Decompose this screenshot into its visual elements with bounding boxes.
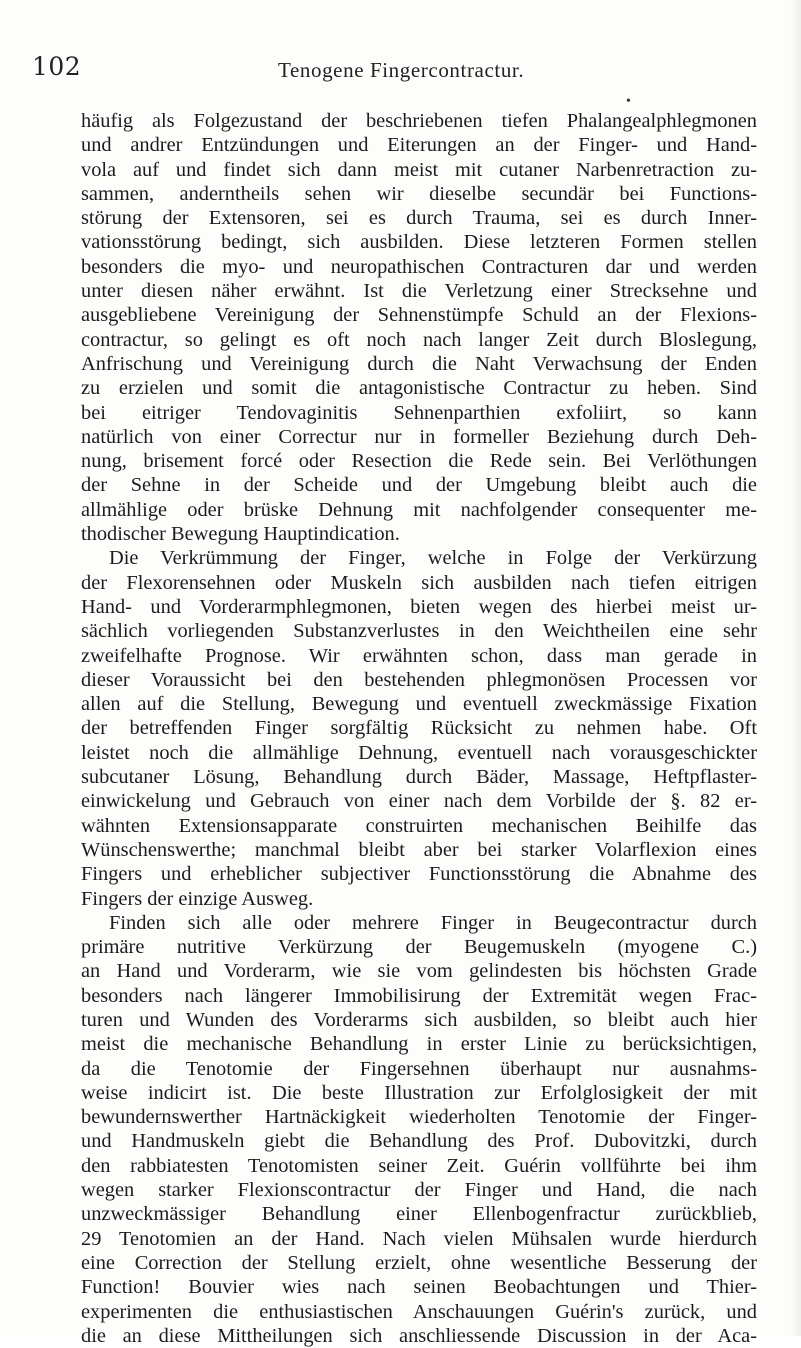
text-line: zu erzielen und somit die antagonistische Contractur zu heben. Sind — [81, 377, 757, 400]
text-line: wegen starker Flexionscontractur der Finger und Hand, die nach — [81, 1179, 757, 1202]
text-line: weise indicirt ist. Die beste Illustration zur Erfolglosigkeit der mit — [81, 1081, 757, 1104]
text-line: experimenten die enthusiastischen Anschauungen Guérin's zurück, und — [81, 1300, 757, 1323]
text-line: ausgebliebene Vereinigung der Sehnenstümpfe Schuld an der Flexions- — [81, 304, 757, 327]
text-line: häufig als Folgezustand der beschriebenen tiefen Phalangealphlegmonen — [81, 110, 757, 132]
text-line: allen auf die Stellung, Bewegung und eventuell zweckmässige Fixation — [81, 693, 757, 716]
text-line: besonders nach längerer Immobilisirung der Extremität wegen Frac- — [81, 984, 757, 1007]
text-line: Finden sich alle oder mehrere Finger in Beugecontractur durch — [109, 911, 757, 934]
running-title: Tenogene Fingercontractur. — [278, 58, 525, 82]
page-edge-shadow — [791, 0, 801, 1336]
text-line: leistet noch die allmählige Dehnung, eventuell nach vorausgeschickter — [81, 741, 757, 764]
text-line: primäre nutritive Verkürzung der Beugemuskeln (myogene C.) — [81, 936, 757, 959]
text-line: Fingers der einzige Ausweg. — [81, 887, 314, 910]
text-line: wähnten Extensionsapparate construirten mechanischen Beihilfe das — [81, 814, 757, 837]
page-number: 102 — [32, 52, 82, 81]
text-line: sammen, anderntheils sehen wir dieselbe secundär bei Functions- — [81, 182, 757, 205]
text-line: nung, brisement forcé oder Resection die Rede sein. Bei Verlöthungen — [81, 450, 757, 473]
text-line: Function! Bouvier wies nach seinen Beobachtungen und Thier- — [81, 1276, 757, 1299]
text-line: unzweckmässiger Behandlung einer Ellenbogenfractur zurückblieb, — [81, 1203, 757, 1226]
text-line: und Handmuskeln giebt die Behandlung des Prof. Dubovitzki, durch — [81, 1130, 757, 1153]
text-line: Wünschenswerthe; manchmal bleibt aber bei starker Volarflexion eines — [81, 838, 757, 861]
text-line: einwickelung und Gebrauch von einer nach dem Vorbilde der §. 82 er- — [81, 790, 757, 813]
text-line: die an diese Mittheilungen sich anschliessende Discussion in der Aca- — [81, 1324, 757, 1347]
text-line: der betreffenden Finger sorgfältig Rücksicht zu nehmen habe. Oft — [81, 717, 757, 740]
text-line: bei eitriger Tendovaginitis Sehnenparthien exfoliirt, so kann — [81, 401, 757, 424]
text-line: da die Tenotomie der Fingersehnen überhaupt nur ausnahms- — [81, 1057, 757, 1080]
text-line: an Hand und Vorderarm, wie sie vom gelindesten bis höchsten Grade — [81, 960, 757, 983]
text-line: turen und Wunden des Vorderarms sich ausbilden, so bleibt auch hier — [81, 1008, 757, 1031]
text-line: allmählige oder brüske Dehnung mit nachfolgender consequenter me- — [81, 498, 757, 521]
text-line: der Flexorensehnen oder Muskeln sich ausbilden nach tiefen eitrigen — [81, 571, 757, 594]
text-line: und andrer Entzündungen und Eiterungen an der Finger- und Hand- — [81, 134, 757, 157]
text-line: sächlich vorliegenden Substanzverlustes in den Weichtheilen eine sehr — [81, 620, 757, 643]
page-header — [32, 52, 732, 109]
text-line: bewundernswerther Hartnäckigkeit wiederholten Tenotomie der Finger- — [81, 1106, 757, 1129]
text-line: meist die mechanische Behandlung in erster Linie zu berücksichtigen, — [81, 1033, 757, 1056]
text-line: unter diesen näher erwähnt. Ist die Verletzung einer Strecksehne und — [81, 280, 757, 303]
text-line: natürlich von einer Correctur nur in formeller Beziehung durch Deh- — [81, 425, 757, 448]
text-line: contractur, so gelingt es oft noch nach langer Zeit durch Bloslegung, — [81, 328, 757, 351]
text-line: Fingers und erheblicher subjectiver Functionsstörung die Abnahme des — [81, 863, 757, 886]
text-line: vola auf und findet sich dann meist mit cutaner Narbenretraction zu- — [81, 158, 757, 181]
text-line: der Sehne in der Scheide und der Umgebung bleibt auch die — [81, 474, 757, 497]
text-line: 29 Tenotomien an der Hand. Nach vielen Mühsalen wurde hierdurch — [81, 1227, 757, 1250]
text-line: den rabbiatesten Tenotomisten seiner Zeit. Guérin vollführte bei ihm — [81, 1154, 757, 1177]
text-line: thodischer Bewegung Hauptindication. — [81, 523, 400, 546]
ink-speck: • — [626, 94, 631, 109]
body-text — [81, 109, 757, 1348]
text-line: störung der Extensoren, sei es durch Trauma, sei es durch Inner- — [81, 207, 757, 230]
text-line: vationsstörung bedingt, sich ausbilden. Diese letzteren Formen stellen — [81, 231, 757, 254]
text-line: eine Correction der Stellung erzielt, ohne wesentliche Besserung der — [81, 1251, 757, 1274]
text-line: besonders die myo- und neuropathischen Contracturen dar und werden — [81, 255, 757, 278]
text-line: Anfrischung und Vereinigung durch die Naht Verwachsung der Enden — [81, 352, 757, 375]
text-line: subcutaner Lösung, Behandlung durch Bäder, Massage, Heftpflaster- — [81, 766, 757, 789]
text-line: Hand- und Vorderarmphlegmonen, bieten wegen des hierbei meist ur- — [81, 595, 757, 618]
text-line: dieser Voraussicht bei den bestehenden phlegmonösen Processen vor — [81, 668, 757, 691]
text-line: Die Verkrümmung der Finger, welche in Folge der Verkürzung — [109, 547, 757, 570]
text-line: zweifelhafte Prognose. Wir erwähnten schon, dass man gerade in — [81, 644, 757, 667]
